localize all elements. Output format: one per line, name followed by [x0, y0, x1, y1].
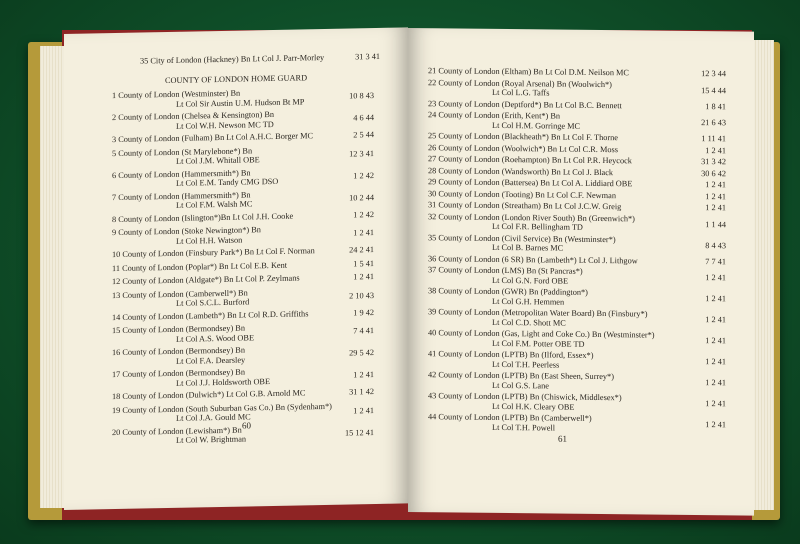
entry-unit: 43 County of London (LPTB) Bn (Chiswick, Middlesex*): [428, 391, 622, 403]
entry-unit: 30 County of London (Tooting) Bn Lt Col C.F. Newman: [428, 188, 616, 200]
entry-date: 1 5 41: [353, 258, 374, 268]
page-edges-left: [40, 46, 66, 508]
left-page: [64, 27, 408, 510]
entry-commander: Lt Col G.S. Lane: [492, 380, 549, 391]
entry-date: 21 6 43: [701, 118, 726, 128]
entry-date: 31 1 42: [349, 387, 374, 397]
entry-commander: Lt Col C.D. Shott MC: [492, 317, 566, 328]
list-item: [428, 131, 726, 144]
list-item: [112, 245, 374, 260]
entry-date: 12 3 44: [701, 69, 726, 79]
entry-unit: 44 County of London (LPTB) Bn (Camberwell*): [428, 412, 592, 423]
list-item: [112, 321, 374, 345]
entry-date: 1 2 41: [705, 145, 726, 155]
entry-unit: 28 County of London (Wandsworth) Bn Lt Col J. Black: [428, 165, 614, 177]
entry-commander: Lt Col A.S. Wood OBE: [176, 332, 255, 344]
entry-date: 1 2 41: [705, 294, 726, 304]
list-item: [428, 177, 726, 190]
list-item: [428, 265, 726, 287]
list-item: [428, 233, 726, 255]
entry-unit: 8 County of London (Islington*)Bn Lt Col J.H. Cooke: [112, 211, 294, 224]
entry-date: 1 1 44: [705, 219, 726, 229]
entry-unit: 40 County of London (Gas, Light and Coke Co.) Bn (Westminster*): [428, 328, 655, 340]
entry-date: 1 2 41: [705, 336, 726, 346]
entry-date: 2 5 44: [353, 130, 374, 140]
entry-unit: 2 County of London (Chelsea & Kensington) Bn: [112, 109, 275, 123]
entry-unit: 39 County of London (Metropolitan Water Board) Bn (Finsbury*): [428, 307, 648, 319]
entry-unit: 13 County of London (Camberwell*) Bn: [112, 287, 248, 300]
entry-commander: Lt Col S.C.L. Burford: [176, 297, 250, 308]
list-item: [428, 391, 726, 413]
list-item: [112, 259, 374, 274]
entry-commander: Lt Col E.M. Tandy CMG DSO: [176, 176, 279, 188]
list-item: [428, 66, 726, 79]
entry-date: 1 2 41: [705, 191, 726, 201]
list-item: [112, 387, 374, 402]
entry-date: 1 2 41: [705, 378, 726, 388]
entry-date: 31 3 42: [701, 157, 726, 167]
right-page: [408, 28, 754, 516]
entry-unit: 10 County of London (Finsbury Park*) Bn Lt Col F. Norman: [112, 246, 315, 260]
page-number-right: 61: [558, 433, 567, 444]
entry-unit: 3 County of London (Fulham) Bn Lt Col A.H.C. Borger MC: [112, 131, 314, 145]
entry-commander: Lt Col H.K. Cleary OBE: [492, 401, 575, 412]
entry-unit: 24 County of London (Erith, Kent*) Bn: [428, 110, 561, 121]
entry-unit: 21 County of London (Eltham) Bn Lt Col D.M. Neilson MC: [428, 66, 629, 78]
entry-commander: Lt Col W. Brightman: [176, 434, 247, 445]
entry-date: 10 8 43: [349, 91, 374, 101]
list-item: [112, 144, 374, 168]
entry-unit: 42 County of London (LPTB) Bn (East Sheen, Surrey*): [428, 370, 614, 382]
list-item: [112, 343, 374, 367]
entry-unit: 27 County of London (Roehampton) Bn Lt Col P.R. Heycock: [428, 154, 632, 166]
entry-unit: 37 County of London (LMS) Bn (St Pancras*): [428, 265, 583, 276]
list-item: [112, 210, 374, 225]
entry-unit: 7 County of London (Hammersmith*) Bn: [112, 189, 251, 202]
entry-unit: 5 County of London (St Marylebone*) Bn: [112, 145, 253, 158]
entry-commander: Lt Col T.H. Peerless: [492, 359, 560, 370]
entry-date: 30 6 42: [701, 168, 726, 178]
entry-unit: 23 County of London (Deptford*) Bn Lt Col B.C. Bennett: [428, 98, 622, 110]
entry-date: 29 5 42: [349, 348, 374, 358]
list-item: [112, 308, 374, 323]
entry-unit: 25 County of London (Blackheath*) Bn Lt Col F. Thorne: [428, 131, 618, 143]
list-item: [428, 200, 726, 213]
entry-unit: 35 County of London (Civil Service) Bn (Westminster*): [428, 232, 616, 244]
entry-unit: 15 County of London (Bermondsey) Bn: [112, 323, 245, 336]
list-item: [112, 272, 374, 287]
entry-commander: Lt Col L.G. Taffs: [492, 87, 550, 98]
entry-date: 8 4 43: [705, 240, 726, 250]
entry-commander: Lt Col W.H. Newson MC TD: [176, 119, 274, 131]
entry-date: 2 10 43: [349, 290, 374, 301]
entry-unit: 20 County of London (Lewisham*) Bn: [112, 425, 242, 437]
entry-unit: 9 County of London (Stoke Newington*) Bn: [112, 225, 261, 238]
list-item: [428, 189, 726, 202]
list-item: [428, 370, 726, 392]
entry-unit: 18 County of London (Dulwich*) Lt Col G.B. Arnold MC: [112, 388, 306, 402]
list-item: [112, 223, 374, 247]
entry-date: 1 2 41: [353, 272, 374, 282]
entry-date: 1 9 42: [353, 307, 374, 317]
entry-unit: 14 County of London (Lambeth*) Bn Lt Col R.D. Griffiths: [112, 308, 309, 322]
entry-unit: 12 County of London (Aldgate*) Bn Lt Col P. Zeylmans: [112, 273, 300, 287]
list-item: [428, 349, 726, 371]
entry-date: 1 11 41: [701, 134, 726, 144]
entry-unit: 11 County of London (Poplar*) Bn Lt Col E.B. Kent: [112, 260, 288, 273]
list-item: [428, 154, 726, 167]
list-item: [112, 86, 374, 110]
entry-unit: 1 County of London (Westminster) Bn: [112, 88, 241, 101]
entry-unit: 17 County of London (Bermondsey) Bn: [112, 367, 245, 380]
entry-commander: Lt Col H.H. Watson: [176, 235, 243, 246]
entry-commander: Lt Col G.H. Hemmen: [492, 296, 565, 307]
entry-unit: 32 County of London (London River South) Bn (Greenwich*): [428, 211, 635, 223]
list-item: [428, 99, 726, 112]
entry-date: 1 2 41: [705, 180, 726, 190]
entry-commander: Lt Col Sir Austin U.M. Hudson Bt MP: [176, 96, 305, 109]
entry-commander: Lt Col J.J. Holdsworth OBE: [176, 376, 271, 388]
list-item: [428, 254, 726, 267]
entry-date: 1 2 41: [705, 273, 726, 283]
entry-commander: Lt Col B. Barnes MC: [492, 242, 564, 253]
list-item: [112, 188, 374, 212]
page-number-left: 60: [242, 420, 251, 431]
list-item: [112, 130, 374, 145]
entry-date: 1 2 41: [705, 399, 726, 409]
entry-date: 4 6 44: [353, 113, 374, 123]
list-item: [112, 286, 374, 310]
entry-commander: Lt Col F.M. Walsh MC: [176, 199, 253, 210]
entry-unit: 22 County of London (Royal Arsenal) Bn (Woolwich*): [428, 77, 612, 89]
page-edges-right: [752, 40, 774, 510]
entry-commander: Lt Col J.A. Gould MC: [176, 412, 251, 423]
entry-commander: Lt Col F.A. Dearsley: [176, 355, 246, 366]
entry-unit: 16 County of London (Bermondsey) Bn: [112, 345, 245, 358]
entry-date: 12 3 41: [349, 148, 374, 159]
entry-commander: Lt Col G.N. Ford OBE: [492, 275, 569, 286]
list-item: [428, 328, 726, 350]
entry-date: 1 2 41: [353, 370, 374, 380]
entry-date: 1 2 41: [353, 405, 374, 415]
list-item: [428, 110, 726, 132]
list-item: [112, 108, 374, 132]
entry-date: 15 12 41: [344, 427, 374, 438]
entry-unit: 6 County of London (Hammersmith*) Bn: [112, 167, 251, 180]
entry-unit: 29 County of London (Battersea) Bn Lt Col A. Liddiard OBE: [428, 177, 633, 189]
list-item: [428, 212, 726, 234]
entry-commander: Lt Col J.M. Whitall OBE: [176, 155, 260, 166]
entry-unit: 41 County of London (LPTB) Bn (Ilford, Essex*): [428, 349, 594, 360]
entry-commander: Lt Col H.M. Gorringe MC: [492, 120, 581, 131]
entry-date: 7 7 41: [705, 256, 726, 266]
entry-unit: 31 County of London (Streatham) Bn Lt Col J.C.W. Greig: [428, 200, 622, 212]
top-entry: 35 City of London (Hackney) Bn Lt Col J. Parr-Morley 31 3 41: [140, 51, 380, 66]
list-item: [428, 166, 726, 179]
entry-date: 1 2 41: [705, 357, 726, 367]
list-item: [428, 78, 726, 100]
list-item: [112, 166, 374, 190]
entry-date: 7 4 41: [353, 326, 374, 336]
entry-unit: 38 County of London (GWR) Bn (Paddington*): [428, 286, 588, 297]
entry-unit: 36 County of London (6 SR) Bn (Lambeth*) Lt Col J. Lithgow: [428, 253, 638, 265]
list-item: [428, 307, 726, 329]
entry-unit: 19 County of London (South Suburban Gas Co.) Bn (Sydenham*): [112, 401, 332, 415]
entry-commander: Lt Col T.H. Powell: [492, 422, 556, 433]
entry-date: 1 2 41: [705, 420, 726, 430]
entry-date: 1 2 42: [353, 170, 374, 180]
entry-date: 1 2 41: [705, 315, 726, 325]
section-heading: COUNTY OF LONDON HOME GUARD: [164, 73, 308, 86]
entry-commander: Lt Col F.M. Potter OBE TD: [492, 338, 585, 349]
entry-date: 1 2 41: [353, 228, 374, 238]
list-item: [428, 412, 726, 434]
entry-date: 24 2 41: [349, 245, 374, 255]
entry-date: 15 4 44: [701, 85, 726, 95]
list-item: [428, 143, 726, 156]
entry-date: 1 8 41: [705, 101, 726, 111]
list-item: [428, 286, 726, 308]
entry-commander: Lt Col F.R. Bellingham TD: [492, 221, 583, 232]
entry-unit: 26 County of London (Woolwich*) Bn Lt Col C.R. Moss: [428, 142, 618, 154]
entry-date: 1 2 41: [705, 203, 726, 213]
list-item: [112, 365, 374, 389]
entry-date: 1 2 42: [353, 209, 374, 219]
entry-date: 10 2 44: [349, 192, 374, 203]
